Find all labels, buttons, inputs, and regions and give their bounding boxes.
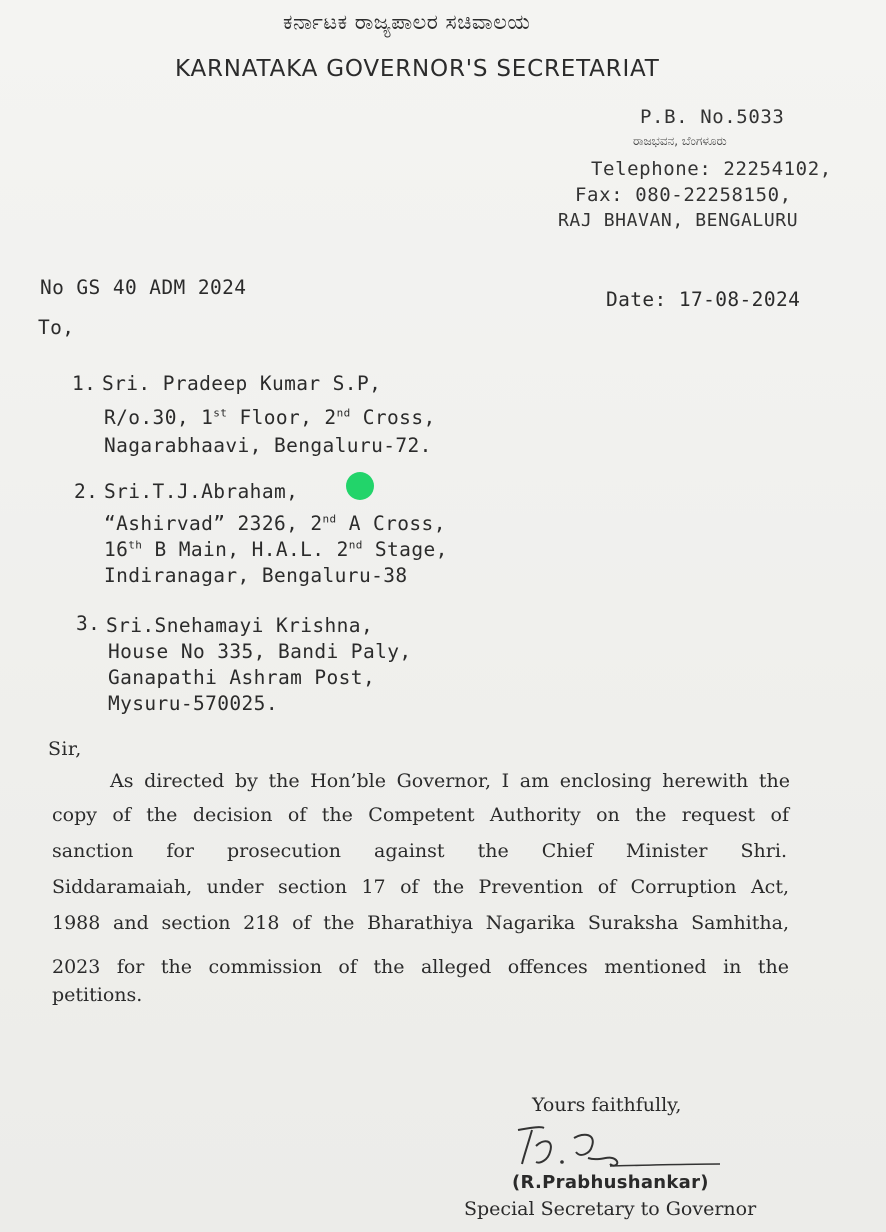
recipient-address-line: House No 335, Bandi Paly, — [108, 640, 412, 663]
recipient-number: 2. — [74, 480, 99, 503]
recipient-address-line: R/o.30, 1st Floor, 2nd Cross, — [104, 406, 436, 429]
reference-number: No GS 40 ADM 2024 — [40, 276, 247, 299]
body-paragraph-line: 1988 and section 218 of the Bharathiya Nagarika Suraksha Samhitha, — [52, 912, 789, 934]
green-marker-dot — [346, 472, 374, 500]
recipient-name: Sri.Snehamayi Krishna, — [106, 614, 374, 637]
recipient-address-line: Mysuru-570025. — [108, 692, 278, 715]
recipient-name: Sri. Pradeep Kumar S.P, — [102, 372, 382, 395]
recipient-number: 1. — [72, 372, 97, 395]
letterhead-title-english: KARNATAKA GOVERNOR'S SECRETARIAT — [175, 56, 660, 82]
recipient-address-line: Nagarabhaavi, Bengaluru-72. — [104, 434, 432, 457]
body-paragraph-line: Siddaramaiah, under section 17 of the Prevention of Corruption Act, — [52, 876, 789, 898]
place-kannada: ರಾಜಭವನ, ಬೆಂಗಳೂರು — [633, 134, 727, 148]
po-box: P.B. No.5033 — [640, 106, 785, 128]
recipient-number: 3. — [76, 612, 101, 635]
recipient-address-line: Ganapathi Ashram Post, — [108, 666, 376, 689]
letterhead-title-kannada: ಕರ್ನಾಟಕ ರಾಜ್ಯಪಾಲರ ಸಚಿವಾಲಯ — [283, 10, 531, 34]
body-paragraph-line: petitions. — [52, 984, 143, 1006]
recipient-address-line: 16th B Main, H.A.L. 2nd Stage, — [104, 538, 448, 561]
signatory-designation: Special Secretary to Governor — [464, 1198, 757, 1220]
letter-date: Date: 17-08-2024 — [606, 288, 801, 311]
telephone: Telephone: 22254102, — [591, 158, 832, 180]
recipient-address-line: Indiranagar, Bengaluru-38 — [104, 564, 408, 587]
handwritten-signature — [510, 1118, 730, 1178]
recipient-name: Sri.T.J.Abraham, — [104, 480, 299, 503]
salutation-sir: Sir, — [48, 738, 82, 760]
body-paragraph-line: As directed by the Hon’ble Governor, I am enclosing herewith the — [110, 770, 790, 792]
signatory-name: (R.Prabhushankar) — [512, 1172, 709, 1193]
fax: Fax: 080-22258150, — [575, 184, 792, 206]
office-address: RAJ BHAVAN, BENGALURU — [558, 210, 799, 231]
recipient-address-line: “Ashirvad” 2326, 2nd A Cross, — [104, 512, 446, 535]
to-label: To, — [38, 316, 75, 339]
body-paragraph-line: sanction for prosecution against the Chief Minister Shri. — [52, 840, 787, 862]
body-paragraph-line: copy of the decision of the Competent Authority on the request of — [52, 804, 789, 826]
valediction: Yours faithfully, — [532, 1094, 682, 1116]
body-paragraph-line: 2023 for the commission of the alleged offences mentioned in the — [52, 956, 789, 978]
